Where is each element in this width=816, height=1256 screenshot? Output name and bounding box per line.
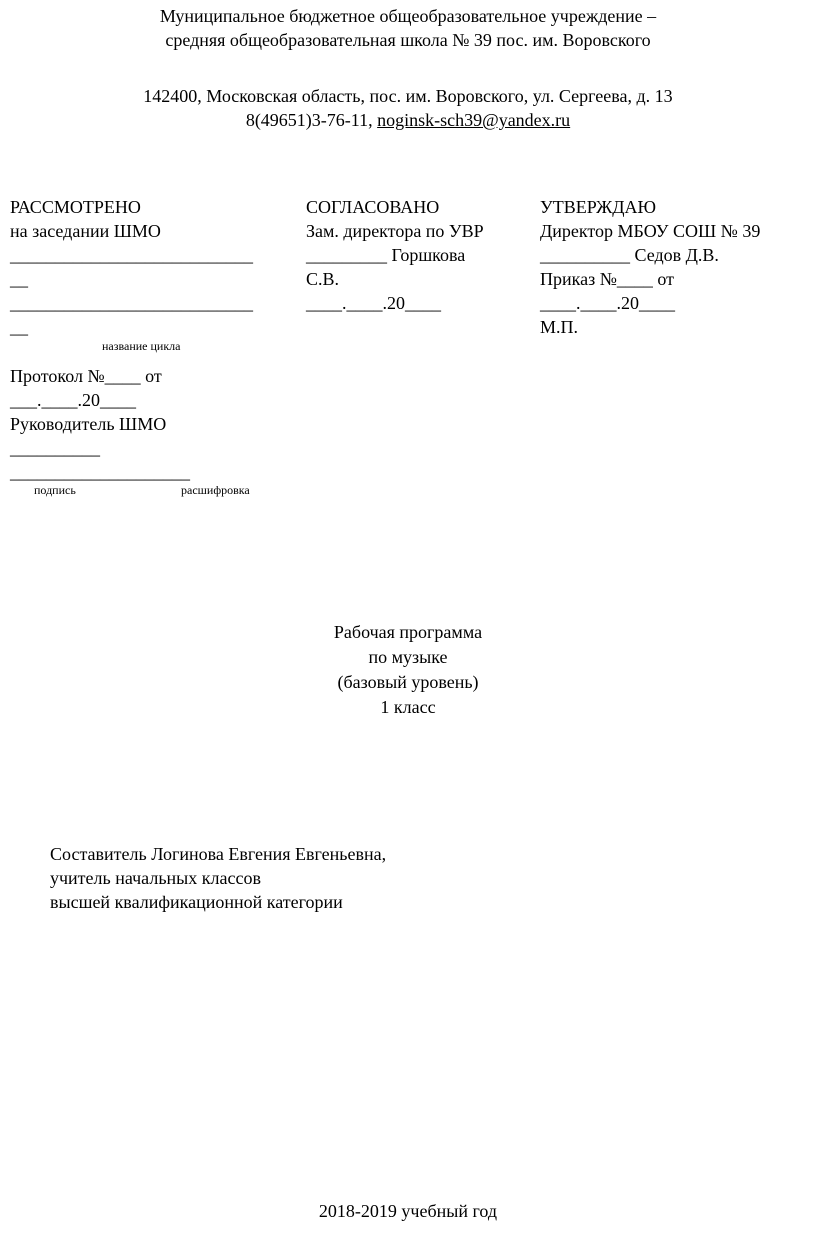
signature-caption: подпись xyxy=(34,483,76,497)
agreed-date: ____.____.20____ xyxy=(306,293,441,313)
reviewed-blank-2b: __ xyxy=(10,317,28,337)
agreed-block xyxy=(306,195,484,315)
program-title-line1: Рабочая программа xyxy=(333,622,483,642)
school-name-line1: Муниципальное бюджетное общеобразовательное учреждение – xyxy=(159,6,657,26)
school-phone: 8(49651)3-76-11, xyxy=(245,110,378,130)
academic-year xyxy=(0,1199,816,1223)
approved-stamp: М.П. xyxy=(540,317,579,337)
approved-order: Приказ №____ от xyxy=(540,269,675,289)
agreed-name: _________ Горшкова xyxy=(306,245,466,265)
program-title xyxy=(0,620,816,720)
reviewed-meeting: на заседании ШМО xyxy=(10,221,161,241)
reviewed-title: РАССМОТРЕНО xyxy=(10,197,141,217)
decode-caption: расшифровка xyxy=(181,483,250,497)
school-name-line2: средняя общеобразовательная школа № 39 пос. им. Воровского xyxy=(165,30,651,50)
author-block xyxy=(50,842,386,914)
school-contacts xyxy=(0,84,816,132)
academic-year-text: 2018-2019 учебный год xyxy=(318,1201,498,1221)
approved-title: УТВЕРЖДАЮ xyxy=(540,197,657,217)
reviewed-protocol-date: ___.____.20____ xyxy=(10,390,136,410)
reviewed-sign-blank: __________ xyxy=(10,438,100,458)
program-grade: 1 класс xyxy=(380,697,436,717)
reviewed-block xyxy=(10,195,253,339)
agreed-position: Зам. директора по УВР xyxy=(306,221,484,241)
reviewed-sign-blank-2: ____________________ xyxy=(10,462,190,482)
cycle-caption: название цикла xyxy=(102,339,181,353)
approved-date: ____.____.20____ xyxy=(540,293,675,313)
reviewed-blank-1b: __ xyxy=(10,269,28,289)
agreed-title: СОГЛАСОВАНО xyxy=(306,197,440,217)
program-level: (базовый уровень) xyxy=(337,672,479,692)
author-category: высшей квалификационной категории xyxy=(50,892,343,912)
reviewed-protocol-block xyxy=(10,364,190,484)
approved-name: __________ Седов Д.В. xyxy=(540,245,719,265)
reviewed-blank-1: ___________________________ xyxy=(10,245,253,265)
agreed-initials: С.В. xyxy=(306,269,340,289)
author-name: Составитель Логинова Евгения Евгеньевна, xyxy=(50,844,387,864)
program-subject: по музыке xyxy=(368,647,448,667)
reviewed-blank-2: ___________________________ xyxy=(10,293,253,313)
school-name xyxy=(0,4,816,52)
school-email-link[interactable]: noginsk-sch39@yandex.ru xyxy=(377,110,571,130)
school-phone-email xyxy=(0,108,816,132)
approved-position: Директор МБОУ СОШ № 39 xyxy=(540,221,761,241)
school-address: 142400, Московская область, пос. им. Воровского, ул. Сергеева, д. 13 xyxy=(143,86,673,106)
author-position: учитель начальных классов xyxy=(50,868,261,888)
approved-block xyxy=(540,195,760,339)
reviewed-protocol: Протокол №____ от xyxy=(10,366,162,386)
reviewed-head: Руководитель ШМО xyxy=(10,414,167,434)
